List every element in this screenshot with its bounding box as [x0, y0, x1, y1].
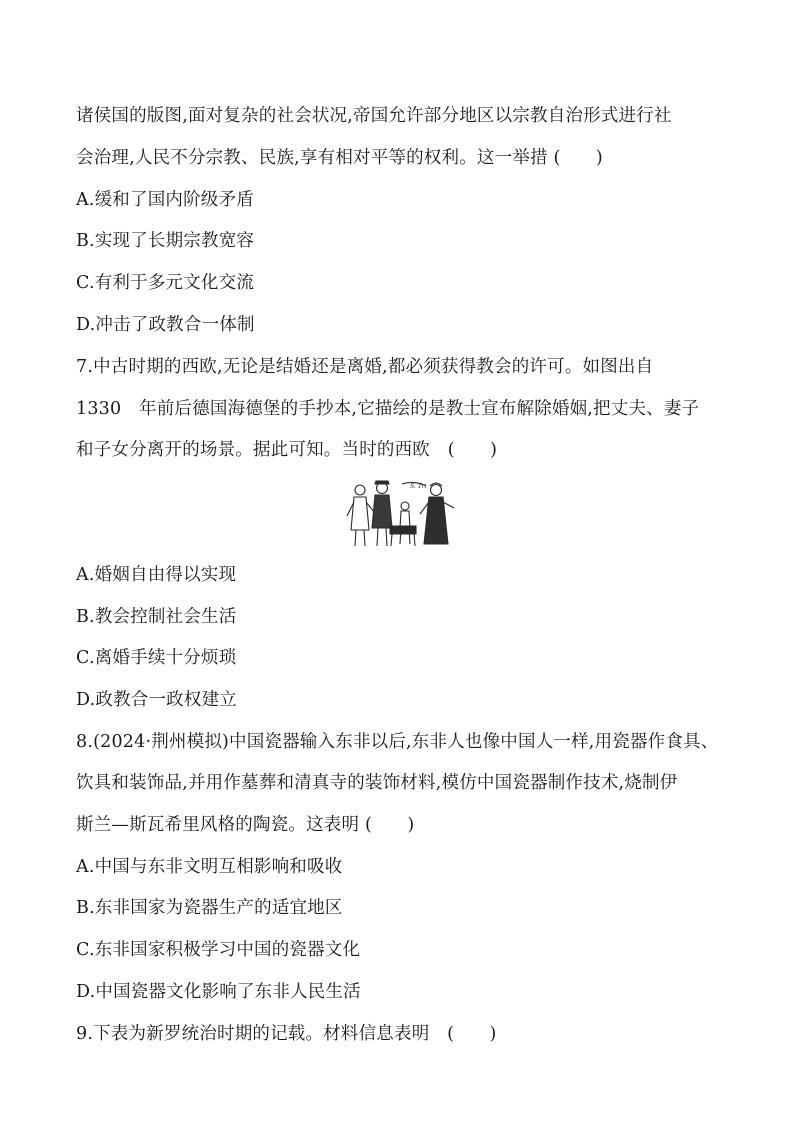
q8-option-b: B.东非国家为瓷器生产的适宜地区 [76, 898, 343, 918]
q6-option-c: C.有利于多元文化交流 [76, 273, 255, 293]
q7-stem-line-2: 1330 年前后德国海德堡的手抄本,它描绘的是教士宣布解除婚姻,把丈夫、妻子 [76, 399, 700, 419]
q7-option-a: A.婚姻自由得以实现 [76, 565, 237, 585]
q7-stem-line-3: 和子女分离开的场景。据此可知。当时的西欧 ( ) [76, 440, 498, 460]
q7-option-b: B.教会控制社会生活 [76, 607, 237, 627]
q7-stem-line-1: 7.中古时期的西欧,无论是结婚还是离婚,都必须获得教会的许可。如图出自 [76, 357, 654, 377]
q8-stem-line-1: 8.(2024·荆州模拟)中国瓷器输入东非以后,东非人也像中国人一样,用瓷器作食具、 [76, 732, 719, 752]
q8-stem-line-3: 斯兰—斯瓦希里风格的陶瓷。这表明 ( ) [76, 815, 415, 835]
q6-stem-line-1: 诸侯国的版图,面对复杂的社会状况,帝国允许部分地区以宗教自治形式进行社 [76, 106, 672, 126]
q7-option-c: C.离婚手续十分烦琐 [76, 648, 237, 668]
manuscript-illustration [344, 478, 460, 550]
q6-option-d: D.冲击了政教合一体制 [76, 315, 255, 335]
q6-stem-line-2: 会治理,人民不分宗教、民族,享有相对平等的权利。这一举措 ( ) [76, 148, 603, 168]
q7-option-d: D.政教合一政权建立 [76, 690, 237, 710]
q8-option-d: D.中国瓷器文化影响了东非人民生活 [76, 982, 361, 1002]
q9-stem-line-1: 9.下表为新罗统治时期的记载。材料信息表明 ( ) [76, 1024, 497, 1044]
q8-option-a: A.中国与东非文明互相影响和吸收 [76, 857, 343, 877]
q8-stem-line-2: 饮具和装饰品,并用作墓葬和清真寺的装饰材料,模仿中国瓷器制作技术,烧制伊 [76, 773, 678, 793]
q6-option-a: A.缓和了国内阶级矛盾 [76, 190, 254, 210]
q6-option-b: B.实现了长期宗教宽容 [76, 231, 255, 251]
q8-option-c: C.东非国家积极学习中国的瓷器文化 [76, 940, 361, 960]
figure-inscription: S. Tri [410, 483, 427, 490]
